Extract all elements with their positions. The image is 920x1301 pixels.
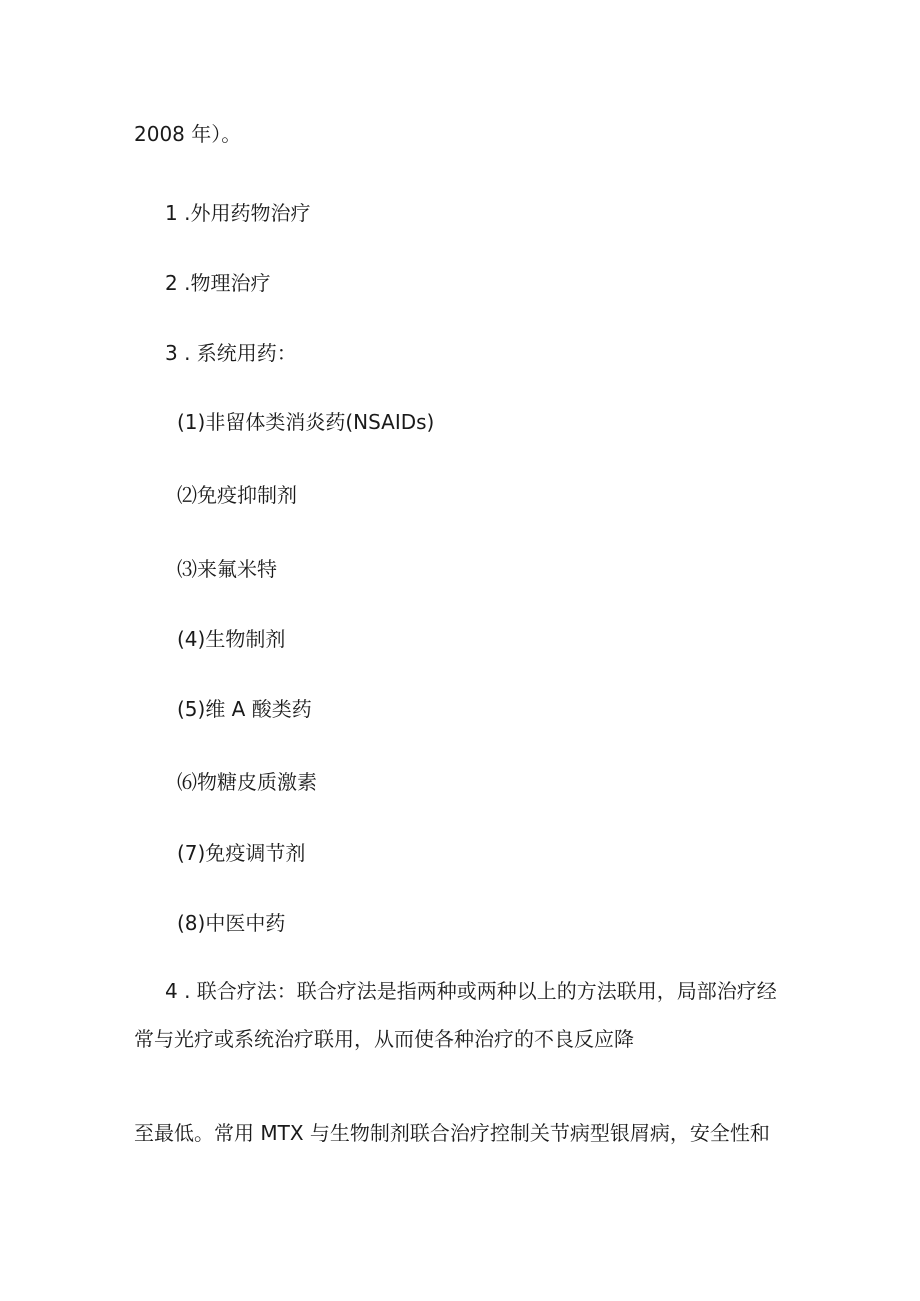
sub-item-immunosuppressants: ⑵免疫抑制剂	[177, 483, 297, 507]
list-item-topical-drugs: 1 .外用药物治疗	[165, 201, 311, 225]
list-item-systemic-drugs: 3 . 系统用药：	[165, 341, 297, 365]
text-line-year: 2008 年）。	[134, 122, 242, 146]
paragraph-line: 至最低。常用 MTX 与生物制剂联合治疗控制关节病型银屑病，安全性和	[134, 1121, 770, 1145]
sub-item-glucocorticoids: ⑹物糖皮质激素	[177, 770, 317, 794]
sub-item-biologics: (4)生物制剂	[177, 627, 286, 651]
sub-item-immunomodulators: (7)免疫调节剂	[177, 841, 306, 865]
list-item-physical-therapy: 2 .物理治疗	[165, 271, 271, 295]
list-item-combination-therapy: 4 . 联合疗法：联合疗法是指两种或两种以上的方法联用，局部治疗经	[165, 979, 777, 1003]
sub-item-leflunomide: ⑶来氟米特	[177, 557, 277, 581]
sub-item-tcm: (8)中医中药	[177, 911, 286, 935]
sub-item-nsaids: (1)非留体类消炎药(NSAIDs)	[177, 410, 435, 434]
paragraph-line: 常与光疗或系统治疗联用，从而使各种治疗的不良反应降	[134, 1027, 634, 1051]
sub-item-retinoids: (5)维 A 酸类药	[177, 697, 312, 721]
